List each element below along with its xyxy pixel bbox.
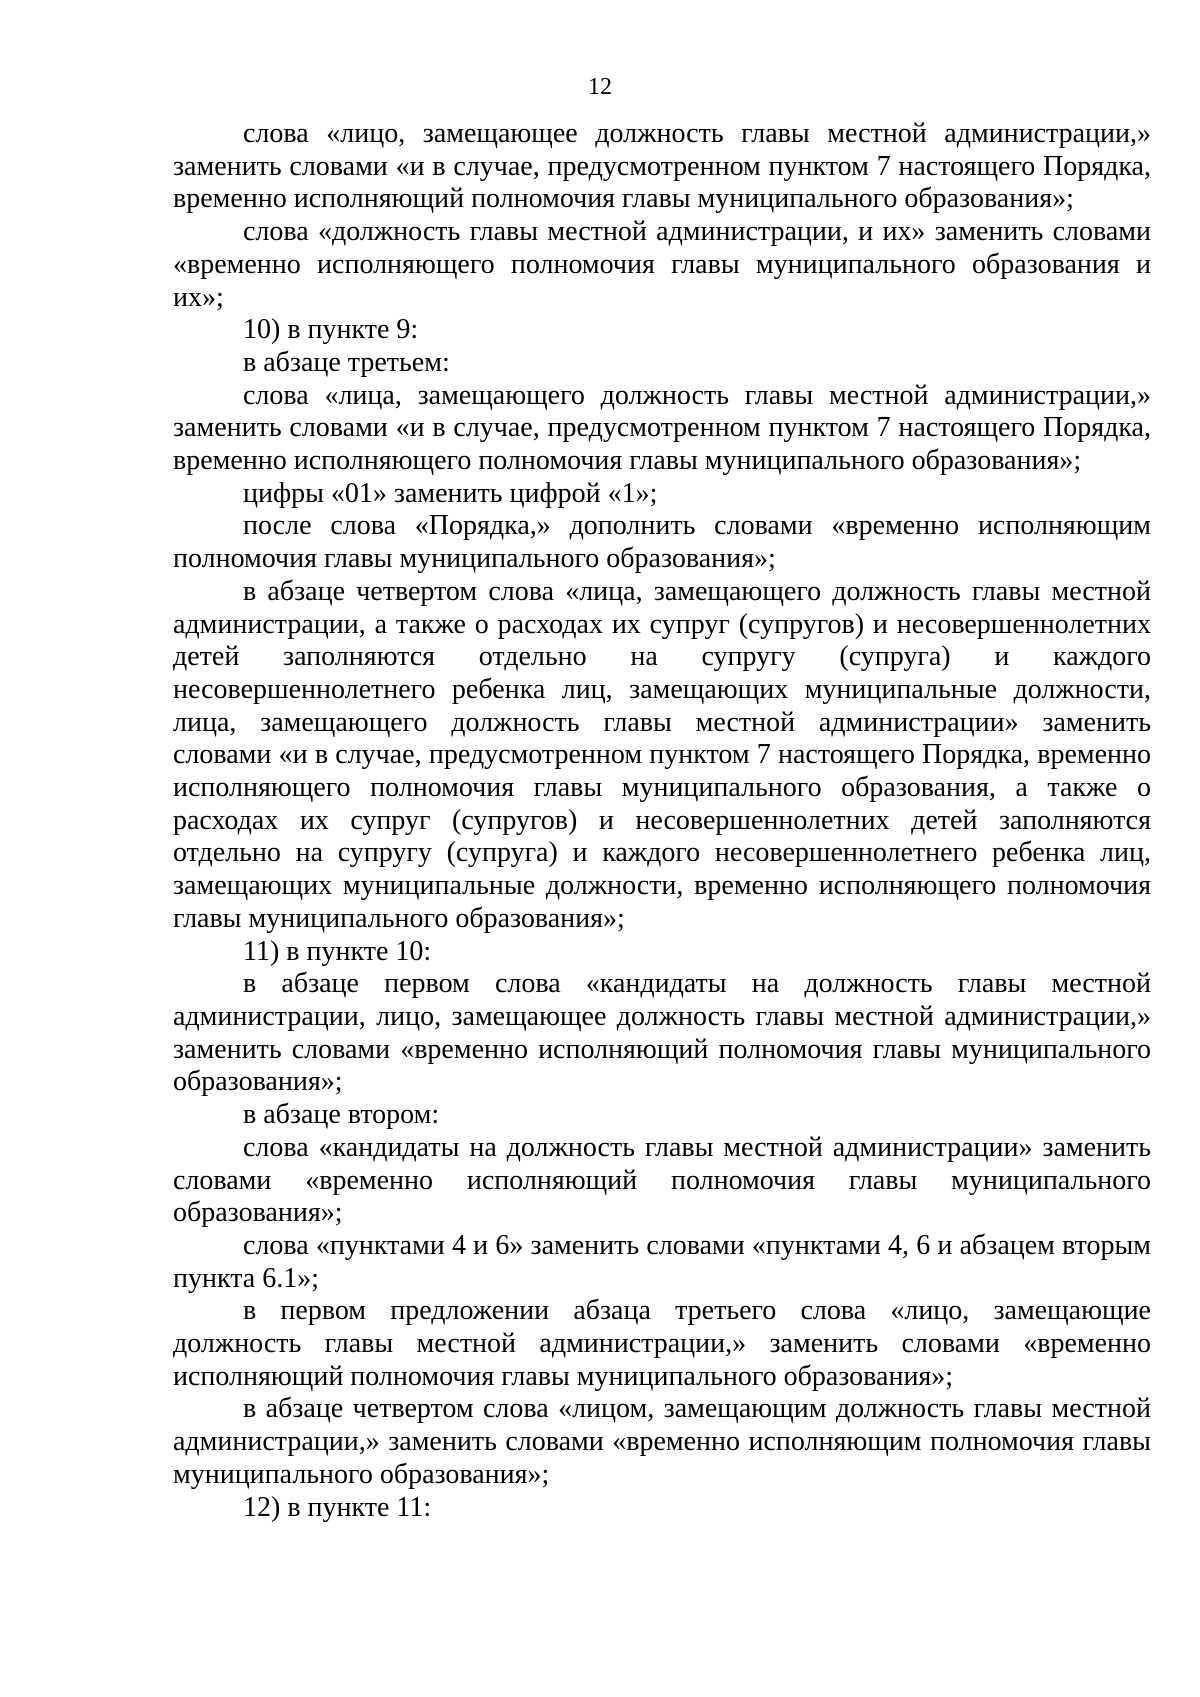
paragraph: в абзаце втором: bbox=[243, 1099, 440, 1131]
paragraph: цифры «01» заменить цифрой «1»; bbox=[243, 477, 658, 509]
paragraph: 11) в пункте 10: bbox=[243, 935, 432, 967]
paragraph: после слова «Порядка,» дополнить словами «временно исполняющим полномочия главы муниципального образования»; bbox=[173, 510, 1151, 575]
paragraph: слова «должность главы местной администрации, и их» заменить словами «временно исполняющего полномочия главы муниципального образования и их»; bbox=[173, 216, 1151, 313]
paragraph: слова «лицо, замещающее должность главы местной администрации,» заменить словами «и в случае, предусмотренном пунктом 7 настоящего Порядка, временно исполняющий полномочия главы муниципального образования»; bbox=[173, 118, 1151, 215]
paragraph: слова «лица, замещающего должность главы местной администрации,» заменить словами «и в случае, предусмотренном пунктом 7 настоящего Порядка, временно исполняющего полномочия главы муниципального образования»; bbox=[173, 379, 1151, 477]
paragraph: в абзаце третьем: bbox=[243, 346, 450, 378]
paragraph: слова «пунктами 4 и 6» заменить словами «пунктами 4, 6 и абзацем вторым пункта 6.1»; bbox=[173, 1229, 1151, 1294]
document-body bbox=[173, 118, 1151, 1524]
paragraph: в абзаце четвертом слова «лицом, замещающим должность главы местной администрации,» заменить словами «временно исполняющим полномочия главы муниципального образования»; bbox=[173, 1393, 1151, 1490]
paragraph: в абзаце четвертом слова «лица, замещающего должность главы местной администрации, а также о расходах их супруг (супругов) и несовершеннолетних детей заполняются отдельно на супругу (супруга) и каждого несовершеннолетнего ребенка лиц, замещающих муниципальные должности, лица, замещающего должность главы местной администрации» заменить словами «и в случае, предусмотренном пунктом 7 настоящего Порядка, временно исполняющего полномочия главы муниципального образования, а также о расходах их супруг (супругов) и несовершеннолетних детей заполняются отдельно на супругу (супруга) и каждого несовершеннолетнего ребенка лиц, замещающих муниципальные должности, временно исполняющего полномочия главы муниципального образования»; bbox=[173, 575, 1151, 934]
paragraph: 10) в пункте 9: bbox=[243, 314, 419, 346]
paragraph: в первом предложении абзаца третьего слова «лицо, замещающие должность главы местной администрации,» заменить словами «временно исполняющий полномочия главы муниципального образования»; bbox=[173, 1295, 1151, 1392]
paragraph: 12) в пункте 11: bbox=[243, 1491, 432, 1523]
page-number: 12 bbox=[588, 74, 612, 100]
paragraph: слова «кандидаты на должность главы местной администрации» заменить словами «временно исполняющий полномочия главы муниципального образования»; bbox=[173, 1131, 1151, 1229]
paragraph: в абзаце первом слова «кандидаты на должность главы местной администрации, лицо, замещающее должность главы местной администрации,» заменить словами «временно исполняющий полномочия главы муниципального образования»; bbox=[173, 968, 1151, 1098]
